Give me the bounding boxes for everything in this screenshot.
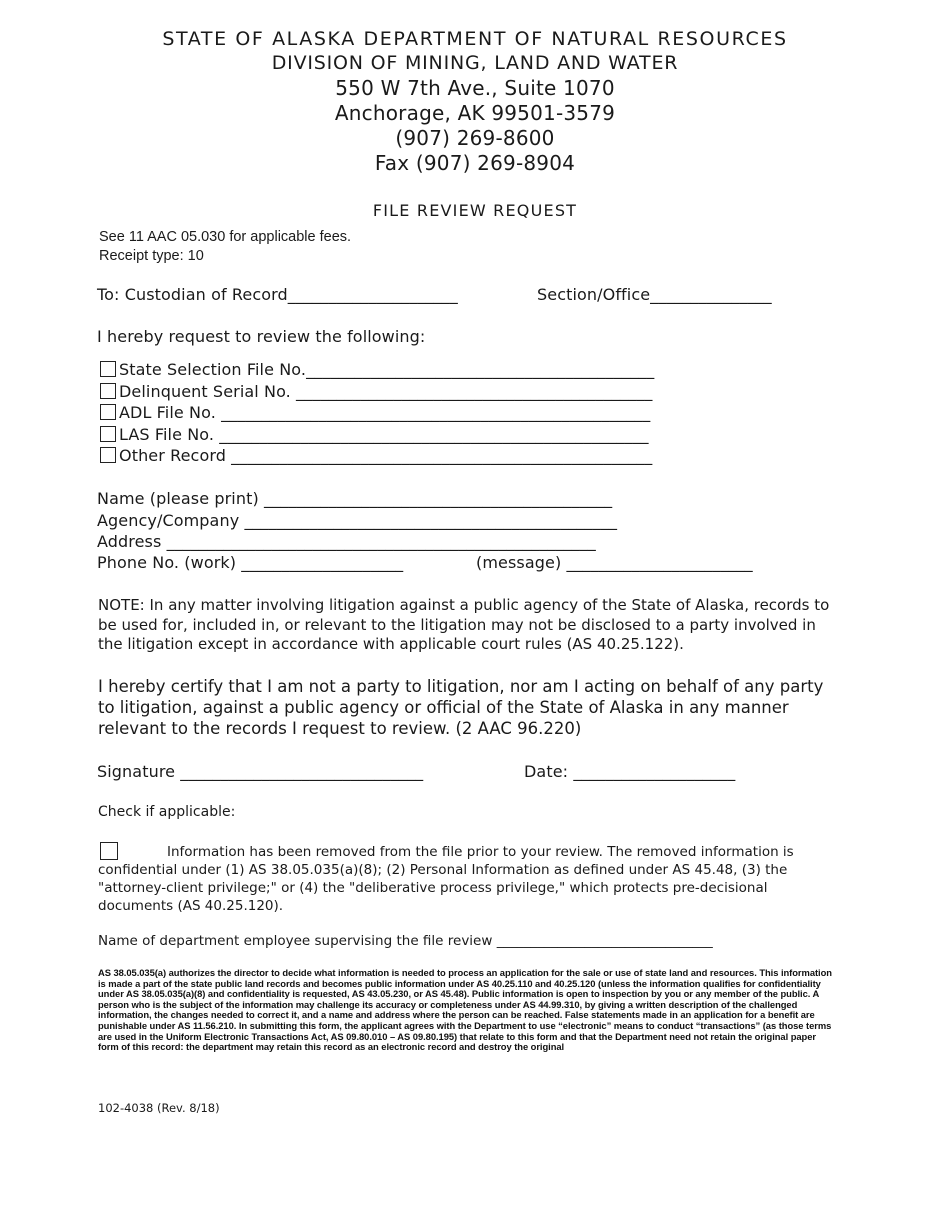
header-phone: (907) 269-8600 (395, 126, 555, 150)
receipt-type: Receipt type: 10 (99, 248, 204, 264)
other-record-field[interactable]: Other Record ____________________________________________________ (119, 446, 653, 465)
adl-file-checkbox[interactable] (100, 404, 116, 420)
other-record-checkbox[interactable] (100, 447, 116, 463)
supervisor-field[interactable]: Name of department employee supervising the file review ________________________________ (98, 933, 713, 949)
header-division: DIVISION OF MINING, LAND AND WATER (271, 52, 679, 74)
check-if-applicable-label: Check if applicable: (98, 804, 236, 820)
agency-field[interactable]: Agency/Company ______________________________________________ (97, 511, 618, 530)
request-intro: I hereby request to review the following: (97, 327, 426, 346)
delinquent-serial-field[interactable]: Delinquent Serial No. ____________________________________________ (119, 382, 653, 401)
form-title: FILE REVIEW REQUEST (372, 201, 578, 220)
delinquent-serial-checkbox[interactable] (100, 383, 116, 399)
header-address-city: Anchorage, AK 99501-3579 (334, 101, 616, 125)
las-file-field[interactable]: LAS File No. _____________________________________________________ (119, 425, 649, 444)
section-office-field[interactable]: Section/Office_______________ (537, 285, 772, 304)
state-selection-checkbox[interactable] (100, 361, 116, 377)
litigation-note: NOTE: In any matter involving litigation against a public agency of the State of Alaska, records to be used for, included in, or relevant to the litigation may not be disclosed to a party involved in the litigation except in accordance with applicable court rules (AS 40.25.122). (98, 596, 830, 653)
custodian-field[interactable]: To: Custodian of Record_____________________ (97, 285, 458, 304)
name-field[interactable]: Name (please print) ___________________________________________ (97, 489, 613, 508)
phone-message-field[interactable]: (message) _______________________ (476, 553, 753, 572)
header-address-street: 550 W 7th Ave., Suite 1070 (335, 76, 615, 100)
header-agency: STATE OF ALASKA DEPARTMENT OF NATURAL RESOURCES (162, 28, 788, 50)
las-file-checkbox[interactable] (100, 426, 116, 442)
adl-file-field[interactable]: ADL File No. _____________________________________________________ (119, 403, 651, 422)
signature-field[interactable]: Signature ______________________________ (97, 762, 424, 781)
header-fax: Fax (907) 269-8904 (374, 151, 576, 175)
date-field[interactable]: Date: ____________________ (524, 762, 736, 781)
privacy-fine-print: AS 38.05.035(a) authorizes the director to decide what information is needed to process an application for the sale or use of state land and resources. This information is made a part of the state public land records and becomes public information under AS 40.25.110 and 40.25.120 (unless the information qualifies for confidentiality under AS 38.05.035(a)(8) and confidentiality is requested, AS 43.05.230, or AS 45.48). Public information is open to inspection by you or any member of the public. A person who is the subject of the information may challenge its accuracy or completeness under AS 44.99.310, by giving a written description of the challenged information, the changes needed to correct it, and a name and address where the person can be reached. False statements made in an application for a benefit are punishable under AS 11.56.210. In submitting this form, the applicant agrees with the Department to use “electronic” means to conduct “transactions” (as those terms are used in the Uniform Electronic Transactions Act, AS 09.80.010 – AS 09.80.195) that relate to this form and that the Department need not retain the original paper form of this record: the department may retain this record as an electronic record and destroy the original (98, 967, 832, 1053)
state-selection-field[interactable]: State Selection File No.___________________________________________ (119, 360, 655, 379)
form-number: 102-4038 (Rev. 8/18) (98, 1101, 220, 1115)
fees-note: See 11 AAC 05.030 for applicable fees. (99, 229, 352, 245)
certification-statement: I hereby certify that I am not a party to litigation, nor am I acting on behalf of any party to litigation, against a public agency or official of the State of Alaska in any manner relevant to the records I request to review. (2 AAC 96.220) (98, 677, 824, 738)
info-removed-statement: Information has been removed from the file prior to your review. The removed information is confidential under (1) AS 38.05.035(a)(8); (2) Personal Information as defined under AS 45.48, (3) the "attorney-client privilege;" or (4) the "deliberative process privilege," which protects pre-decisional documents (AS 40.25.120). (98, 844, 794, 914)
phone-work-field[interactable]: Phone No. (work) ____________________ (97, 553, 404, 572)
address-field[interactable]: Address _____________________________________________________ (97, 532, 596, 551)
